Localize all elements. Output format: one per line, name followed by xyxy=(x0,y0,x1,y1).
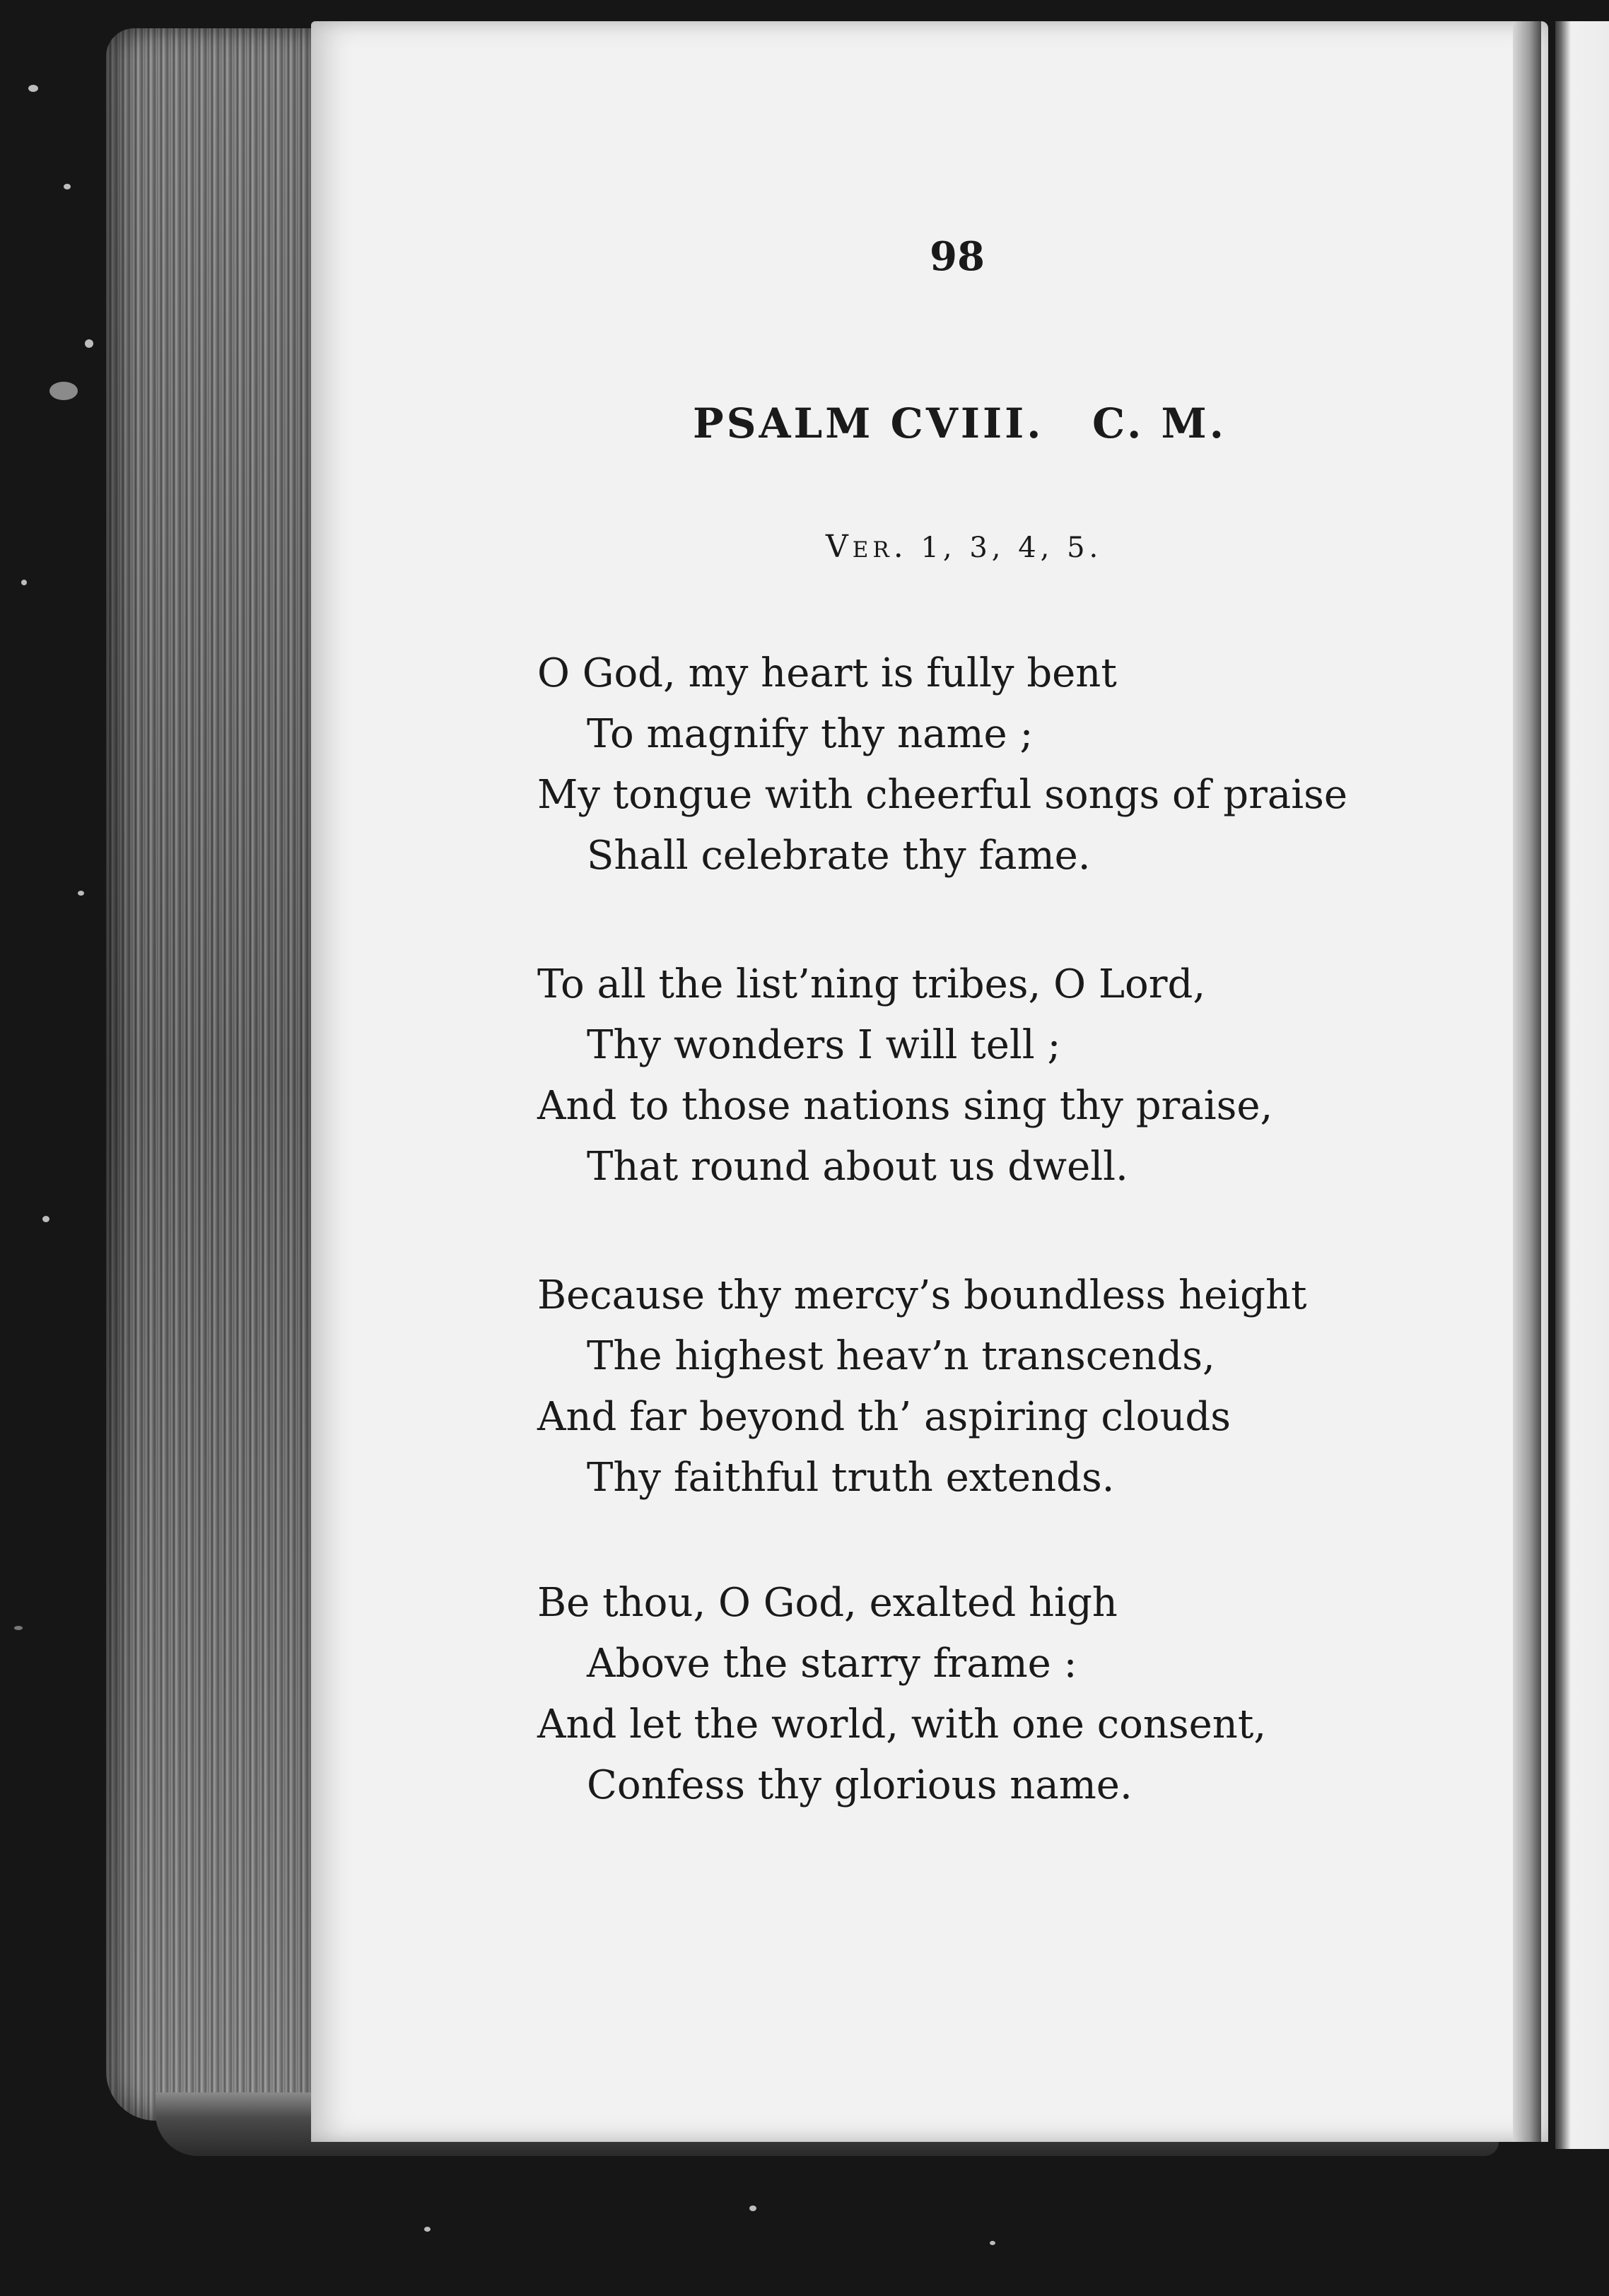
stanza-line: Be thou, O God, exalted high xyxy=(537,1580,1118,1626)
dust-speck xyxy=(424,2227,431,2232)
dust-speck xyxy=(21,580,27,585)
stanza-line: And to those nations sing thy praise, xyxy=(537,1083,1273,1129)
stanza-line: And far beyond th’ aspiring clouds xyxy=(537,1394,1231,1440)
stanza-line: To all the list’ning tribes, O Lord, xyxy=(537,961,1206,1007)
book-page-edges xyxy=(106,28,332,2121)
dust-speck xyxy=(990,2241,995,2245)
page-number: 98 xyxy=(930,233,985,280)
stanza-1 xyxy=(537,643,1347,886)
stanza-line: My tongue with cheerful songs of praise xyxy=(537,772,1348,818)
dust-speck xyxy=(85,339,93,348)
stanza-line: Shall celebrate thy fame. xyxy=(587,833,1091,879)
stanza-line: O God, my heart is fully bent xyxy=(537,650,1117,696)
stanza-line: Thy wonders I will tell ; xyxy=(587,1022,1061,1068)
stanza-line: Thy faithful truth extends. xyxy=(587,1455,1115,1501)
stanza-4 xyxy=(537,1573,1266,1816)
stanza-3 xyxy=(537,1265,1307,1509)
verses-label: Ver. xyxy=(826,529,908,565)
facing-page-strip xyxy=(1555,21,1609,2149)
page-gutter-shadow xyxy=(1513,21,1541,2142)
stanza-line: That round about us dwell. xyxy=(587,1144,1128,1190)
stanza-line: To magnify thy name ; xyxy=(587,711,1034,757)
stanza-line: Above the starry frame : xyxy=(587,1641,1077,1687)
stanza-2 xyxy=(537,954,1272,1197)
stanza-line: Because thy mercy’s boundless height xyxy=(537,1272,1307,1318)
stanza-line: The highest heav’n transcends, xyxy=(587,1333,1215,1379)
psalm-title: PSALM CVIII. xyxy=(693,399,1044,447)
dust-speck xyxy=(14,1626,23,1630)
psalm-meter: C. M. xyxy=(1092,399,1227,447)
stanza-line: Confess thy glorious name. xyxy=(587,1762,1133,1808)
stanza-line: And let the world, with one consent, xyxy=(537,1702,1267,1747)
verses-reference xyxy=(826,529,1102,565)
verses-numbers: 1, 3, 4, 5. xyxy=(920,532,1103,564)
dust-speck xyxy=(64,184,71,189)
dust-speck xyxy=(49,382,78,400)
dust-speck xyxy=(78,891,84,896)
dust-speck xyxy=(42,1216,49,1222)
dust-speck xyxy=(749,2206,756,2211)
dust-speck xyxy=(28,85,38,92)
